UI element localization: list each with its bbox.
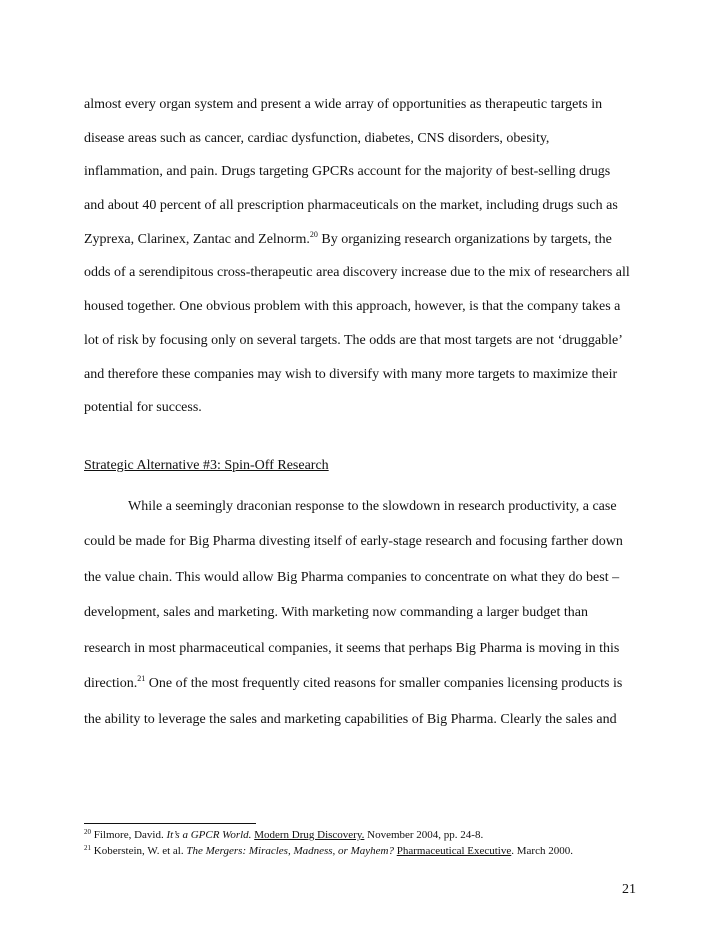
footnote-rest: November 2004, pp. 24-8. <box>364 829 484 841</box>
footnote-journal: Modern Drug Discovery. <box>254 829 365 841</box>
footnote-title: The Mergers: Miracles, Madness, or Mayhem? <box>186 845 394 857</box>
body-line: While a seemingly draconian response to the slowdown in research productivity, a case <box>128 499 617 514</box>
body-line: potential for success. <box>84 400 202 415</box>
footnote-20 <box>84 829 483 842</box>
footnote-author: Koberstein, W. et al. <box>91 845 187 857</box>
body-line: could be made for Big Pharma divesting itself of early-stage research and focusing farther down <box>84 534 623 549</box>
body-text: By organizing research organizations by targets, the <box>317 232 612 247</box>
body-text: direction. <box>84 676 138 691</box>
body-line <box>84 232 612 248</box>
body-line: almost every organ system and present a wide array of opportunities as therapeutic targets in <box>84 97 603 112</box>
footnote-journal: Pharmaceutical Executive <box>396 845 512 857</box>
footnote-ref: 20 <box>309 230 318 239</box>
body-line <box>84 676 622 692</box>
body-text: Zyprexa, Clarinex, Zantac and Zelnorm. <box>84 232 310 247</box>
body-line: development, sales and marketing. With marketing now commanding a larger budget than <box>84 605 588 620</box>
body-text: One of the most frequently cited reasons for smaller companies licensing products is <box>145 676 623 691</box>
footnote-number: 21 <box>84 844 91 852</box>
footnote-author: Filmore, David. <box>91 829 167 841</box>
body-line: and about 40 percent of all prescription pharmaceuticals on the market, including drugs such as <box>84 198 618 213</box>
footnote-number: 20 <box>84 828 91 836</box>
body-line: disease areas such as cancer, cardiac dysfunction, diabetes, CNS disorders, obesity, <box>84 131 550 146</box>
page-number: 21 <box>622 882 636 897</box>
section-heading: Strategic Alternative #3: Spin-Off Research <box>84 458 329 473</box>
body-line: the ability to leverage the sales and marketing capabilities of Big Pharma. Clearly the sales and <box>84 712 617 727</box>
body-line: and therefore these companies may wish to diversify with many more targets to maximize their <box>84 367 618 382</box>
footnote-divider <box>84 823 256 824</box>
footnote-rest: . March 2000. <box>511 845 573 857</box>
footnote-ref: 21 <box>137 674 146 683</box>
footnote-title: It’s a GPCR World. <box>166 829 252 841</box>
body-line: housed together. One obvious problem with this approach, however, is that the company takes a <box>84 299 621 314</box>
body-line: research in most pharmaceutical companies, it seems that perhaps Big Pharma is moving in this <box>84 641 620 656</box>
footnote-21 <box>84 845 573 858</box>
body-line: lot of risk by focusing only on several targets. The odds are that most targets are not ‘druggable’ <box>84 333 623 348</box>
body-line: inflammation, and pain. Drugs targeting GPCRs account for the majority of best-selling drugs <box>84 164 611 179</box>
body-line: odds of a serendipitous cross-therapeutic area discovery increase due to the mix of researchers all <box>84 265 630 280</box>
body-line: the value chain. This would allow Big Pharma companies to concentrate on what they do best – <box>84 570 620 585</box>
